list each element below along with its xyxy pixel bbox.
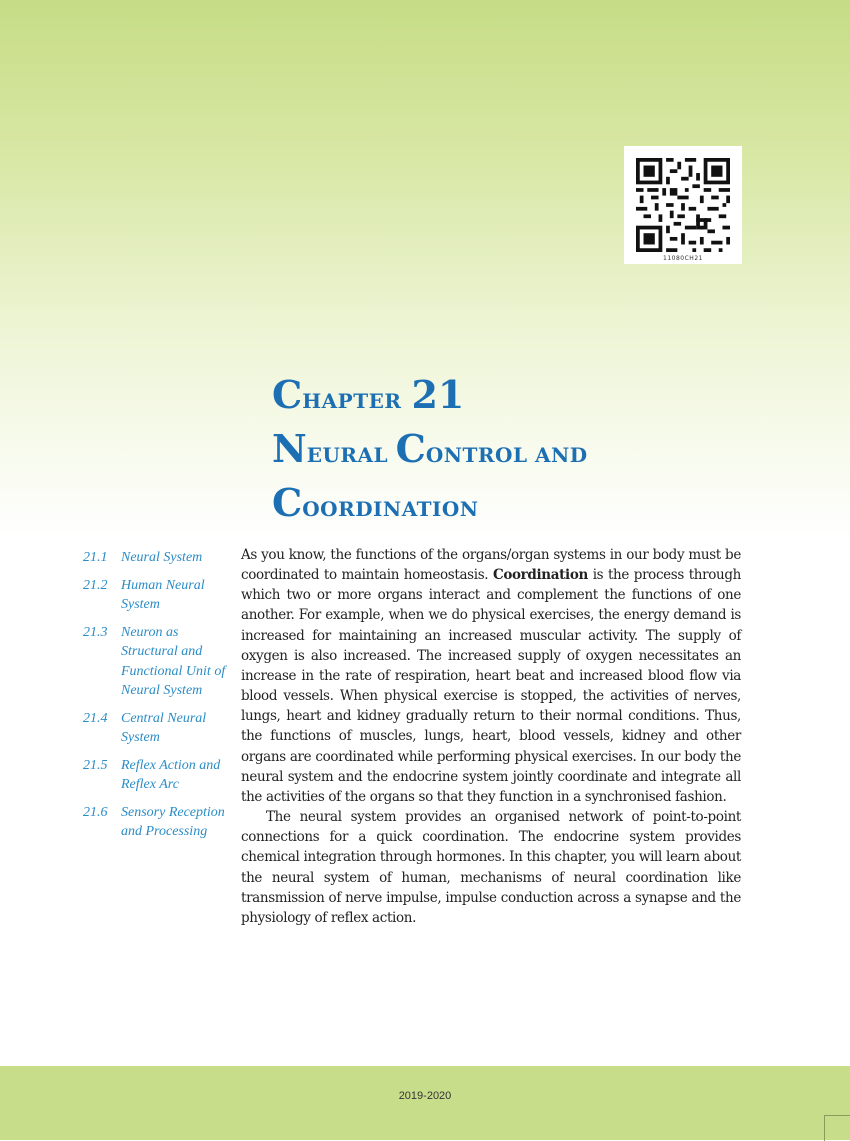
toc-number: 21.3: [83, 624, 108, 640]
toc-item: [83, 709, 228, 748]
toc-number: 21.6: [83, 804, 108, 820]
toc-item: [83, 576, 228, 615]
chapter-number: 21: [411, 372, 465, 417]
key-term-coordination: Coordination: [492, 567, 588, 584]
chapter-label-rest: HAPTER: [302, 389, 402, 413]
title-word-initial: N: [272, 426, 307, 471]
toc-number: 21.5: [83, 757, 108, 773]
toc-title: Neuron as Structural and Functional Unit of Neural System: [121, 624, 226, 698]
toc-title: Sensory Reception and Processing: [121, 804, 225, 839]
intro-paragraph-1: [241, 545, 741, 807]
toc-item: [83, 756, 228, 795]
title-word-initial: C: [272, 480, 303, 525]
chapter-title-line-1: [272, 424, 588, 478]
toc-title: Reflex Action and Reflex Arc: [121, 757, 221, 792]
toc-number: 21.2: [83, 577, 108, 593]
paragraph-text: is the process through which two or more organs interact and complement the functions of one another. For example, when we do physical exercises, the energy demand is increased for maintaining an increased muscular activity. The supply of oxygen is also increased. The increased supply of oxygen necessitates an increase in the rate of respiration, heart beat and increased blood flow via blood vessels. When physical exercise is stopped, the activities of nerves, lungs, heart and kidney gradually return to their normal conditions. Thus, the functions of muscles, lungs, heart, blood vessels, kidney and other organs are coordinated while performing physical exercises. In our body the neural system and the endocrine system jointly coordinate and integrate all the activities of the organs so that they function in a synchronised fashion.: [241, 567, 741, 805]
chapter-contents: [83, 548, 228, 850]
footer-year: 2019-2020: [398, 1090, 452, 1102]
chapter-introduction: [241, 545, 741, 928]
toc-number: 21.4: [83, 710, 108, 726]
title-word-rest: OORDINATION: [302, 497, 479, 521]
qr-code: [624, 146, 742, 264]
title-word-rest: ONTROL AND: [425, 443, 588, 467]
toc-number: 21.1: [83, 550, 108, 565]
qr-code-label: 11080CH21: [663, 255, 703, 262]
toc-title: Central Neural System: [121, 710, 207, 745]
toc-title: Neural System: [121, 550, 203, 565]
title-word-rest: EURAL: [306, 443, 396, 467]
chapter-heading: [272, 370, 588, 532]
crop-mark: [824, 1115, 850, 1141]
toc-item: [83, 548, 228, 568]
toc-item: [83, 623, 228, 701]
intro-paragraph-2: The neural system provides an organised network of point-to-point connections for a quick coordination. The endocrine system provides chemical integration through hormones. In this chapter, you will learn about the neural system of human, mechanisms of neural coordination like transmission of nerve impulse, impulse conduction across a synapse and the physiology of reflex action.: [241, 809, 741, 926]
toc-title: Human Neural System: [121, 577, 205, 612]
chapter-label-initial: C: [272, 372, 303, 417]
chapter-number-line: [272, 370, 588, 424]
title-word-initial: C: [395, 426, 426, 471]
paragraph-text: As you know, the functions of the organs/organ systems in our body must be coordinated to maintain homeostasis.: [241, 547, 741, 584]
toc-item: [83, 803, 228, 842]
qr-code-icon: [636, 158, 730, 252]
chapter-title-line-2: [272, 478, 588, 532]
footer-band: [0, 1066, 850, 1140]
